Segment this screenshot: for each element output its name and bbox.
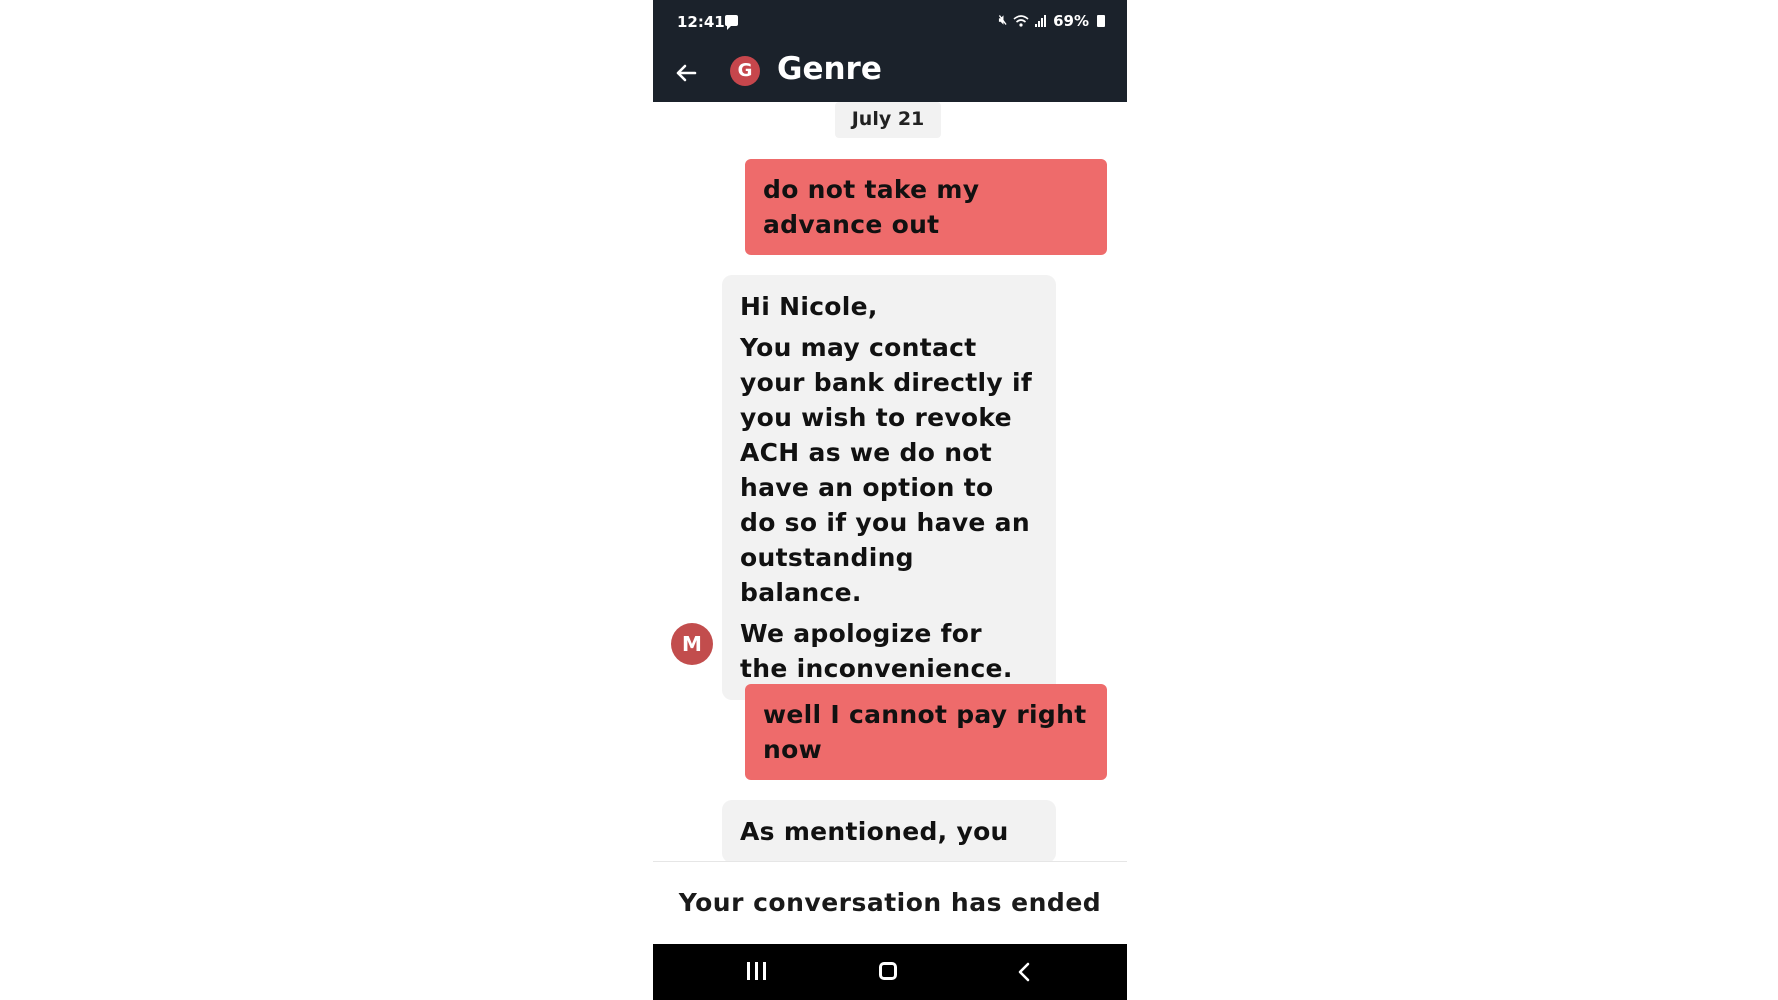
user-message-bubble xyxy=(745,159,1107,255)
mute-icon: 🔇︎ xyxy=(998,13,1008,28)
agent-message-bubble xyxy=(722,800,1056,862)
message-text: As mentioned, you xyxy=(740,817,1009,846)
signal-icon xyxy=(1035,15,1047,27)
agent-message-bubble xyxy=(722,275,1056,700)
recent-apps-button[interactable] xyxy=(747,962,769,982)
message-text: We apologize for the inconvenience. xyxy=(740,619,1013,683)
status-indicators xyxy=(999,12,1105,30)
system-back-button[interactable] xyxy=(1013,960,1037,984)
status-time: 12:41 xyxy=(677,13,725,31)
status-bar xyxy=(653,0,1127,44)
chevron-left-icon xyxy=(1013,960,1037,984)
home-button[interactable] xyxy=(879,962,897,980)
message-list[interactable] xyxy=(653,102,1127,862)
battery-percent: 69% xyxy=(1053,12,1089,30)
battery-icon xyxy=(1097,15,1105,27)
message-text: You may contact your bank directly if you wish to revoke ACH as we do not have an option to do so if you have an outstanding balance. xyxy=(740,333,1033,607)
wifi-icon xyxy=(1013,14,1029,28)
agent-avatar: M xyxy=(671,623,713,665)
chat-title: Genre xyxy=(777,51,882,87)
phone-screen xyxy=(653,0,1127,1000)
user-message-bubble xyxy=(745,684,1107,780)
message-text: well I cannot pay right now xyxy=(763,700,1087,764)
contact-avatar: G xyxy=(730,56,760,86)
message-text: do not take my advance out xyxy=(763,175,980,239)
conversation-ended-notice: Your conversation has ended xyxy=(653,862,1127,944)
message-text: Hi Nicole, xyxy=(740,292,878,321)
message-notification-icon xyxy=(725,15,738,26)
arrow-left-icon xyxy=(671,58,701,88)
date-separator: July 21 xyxy=(835,102,941,138)
back-button[interactable] xyxy=(671,58,701,88)
chat-header xyxy=(653,44,1127,102)
system-navigation-bar xyxy=(653,944,1127,1000)
